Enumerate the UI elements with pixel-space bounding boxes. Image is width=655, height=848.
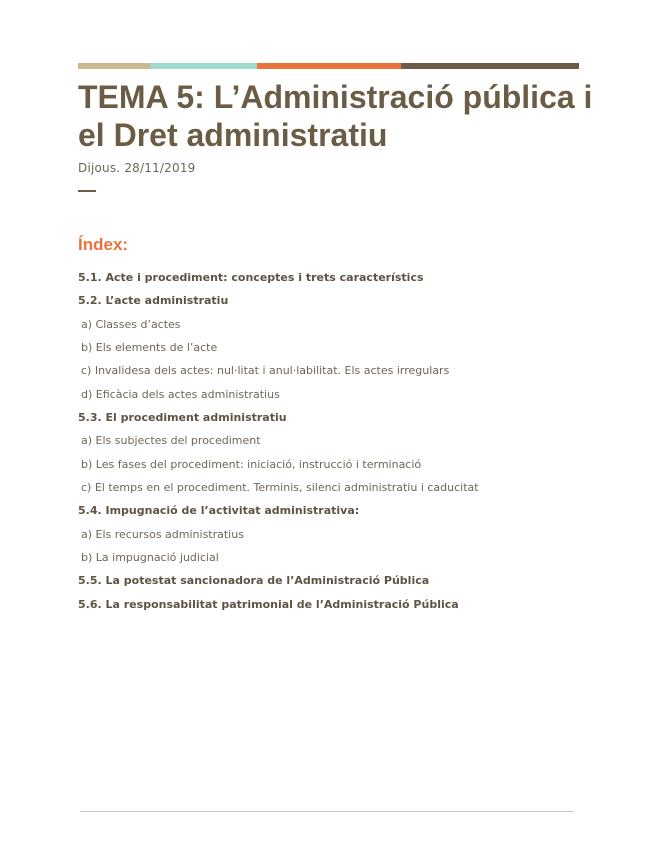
color-bar-segment xyxy=(257,63,401,69)
short-divider xyxy=(78,190,96,192)
color-bar-segment xyxy=(78,63,150,69)
table-of-contents xyxy=(78,270,598,620)
toc-entry: 5.5. La potestat sancionadora de l’Administració Pública xyxy=(78,574,430,588)
document-date: Dijous. 28/11/2019 xyxy=(78,161,196,175)
toc-entry: 5.2. L’acte administratiu xyxy=(78,294,229,308)
toc-subentry: b) Els elements de l’acte xyxy=(81,341,218,355)
color-bar-segment xyxy=(150,63,257,69)
toc-entry: 5.4. Impugnació de l’activitat administrativa: xyxy=(78,504,360,518)
color-bar-segment xyxy=(401,63,579,69)
toc-subentry: a) Els recursos administratius xyxy=(81,527,244,541)
footer-divider xyxy=(80,811,574,812)
toc-subentry: b) La impugnació judicial xyxy=(81,551,219,565)
toc-subentry: c) El temps en el procediment. Terminis, silenci administratiu i caducitat xyxy=(81,481,479,495)
document-title: TEMA 5: L’Administració pública i el Dret administratiu xyxy=(78,79,593,153)
toc-subentry: c) Invalidesa dels actes: nul·litat i anul·labilitat. Els actes irregulars xyxy=(81,364,450,378)
index-heading: Índex: xyxy=(78,235,129,254)
decorative-color-bar xyxy=(78,63,579,69)
toc-subentry: d) Eficàcia dels actes administratius xyxy=(81,387,280,401)
toc-entry: 5.6. La responsabilitat patrimonial de l’Administració Pública xyxy=(78,597,459,611)
toc-subentry: a) Classes d’actes xyxy=(81,317,181,331)
toc-subentry: a) Els subjectes del procediment xyxy=(81,434,261,448)
toc-entry: 5.1. Acte i procediment: conceptes i trets característics xyxy=(78,271,424,284)
toc-entry: 5.3. El procediment administratiu xyxy=(78,411,287,425)
toc-subentry: b) Les fases del procediment: iniciació, instrucció i terminació xyxy=(81,457,422,471)
